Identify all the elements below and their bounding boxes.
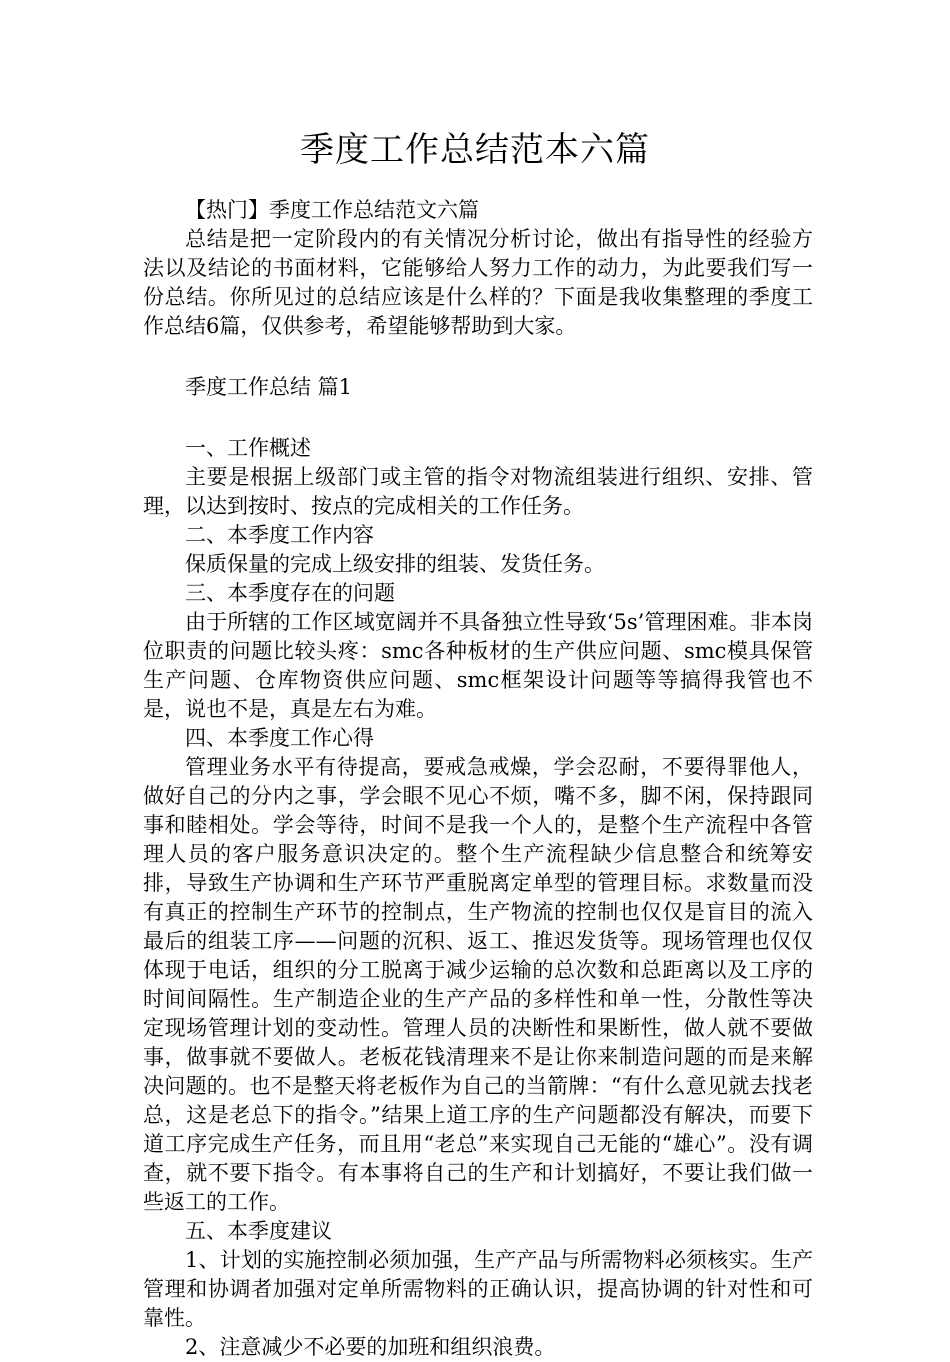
paragraph-overview: 主要是根据上级部门或主管的指令对物流组装进行组织、安排、管理，以达到按时、按点的完成相关的工作任务。: [143, 465, 813, 518]
paragraph-suggestion-1: 1、计划的实施控制必须加强，生产产品与所需物料必须核实。生产管理和协调者加强对定单所需物料的正确认识，提高协调的针对性和可靠性。: [143, 1248, 813, 1330]
paragraph-experience: 管理业务水平有待提高，要戒急戒燥，学会忍耐，不要得罪他人，做好自己的分内之事，学会眼不见心不烦，嘴不多，脚不闲，保持跟同事和睦相处。学会等待，时间不是我一个人的，是整个生产流程中各管理人员的客户服务意识决定的。整个生产流程缺少信息整合和统筹安排，导致生产协调和生产环节严重脱离定单型的管理目标。求数量而没有真正的控制生产环节的控制点，生产物流的控制也仅仅是盲目的流入最后的组装工序——问题的沉积、返工、推迟发货等。现场管理也仅仅体现于电话，组织的分工脱离于减少运输的总次数和总距离以及工序的时间间隔性。生产制造企业的生产产品的多样性和单一性，分散性等决定现场管理计划的变动性。管理人员的决断性和果断性，做人就不要做事，做事就不要做人。老板花钱清理来不是让你来制造问题的而是来解决问题的。也不是整天将老板作为自己的当箭牌：“有什么意见就去找老总，这是老总下的指令。”结果上道工序的生产问题都没有解决，而要下道工序完成生产任务，而且用“老总”来实现自己无能的“雄心”。没有调查，就不要下指令。有本事将自己的生产和计划搞好，不要让我们做一些返工的工作。: [143, 755, 813, 1214]
section-title: 季度工作总结 篇1: [185, 375, 353, 399]
intro-paragraph: 总结是把一定阶段内的有关情况分析讨论，做出有指导性的经验方法以及结论的书面材料，它能够给人努力工作的动力，为此要我们写一份总结。你所见过的总结应该是什么样的？下面是我收集整理的季度工作总结6篇，仅供参考，希望能够帮助到大家。: [143, 227, 813, 338]
heading-problems: 三、本季度存在的问题: [185, 581, 395, 605]
paragraph-problems: 由于所辖的工作区域宽阔并不具备独立性导致‘5s’管理困难。非本岗位职责的问题比较头疼：smc各种板材的生产供应问题、smc模具保管生产问题、仓库物资供应问题、smc框架设计问题等等搞得我管也不是，说也不是，真是左右为难。: [143, 610, 813, 721]
heading-suggestions: 五、本季度建议: [185, 1219, 332, 1243]
heading-work-content: 二、本季度工作内容: [185, 523, 374, 547]
intro-heading: 【热门】季度工作总结范文六篇: [185, 198, 479, 222]
spacer: [143, 402, 813, 434]
heading-overview: 一、工作概述: [185, 436, 311, 460]
document-title: 季度工作总结范本六篇: [300, 130, 650, 170]
document-body: [143, 196, 813, 1362]
paragraph-suggestion-2: 2、注意减少不必要的加班和组织浪费。: [185, 1335, 556, 1359]
heading-experience: 四、本季度工作心得: [185, 726, 374, 750]
spacer: [143, 341, 813, 373]
paragraph-work-content: 保质保量的完成上级安排的组装、发货任务。: [185, 552, 605, 576]
